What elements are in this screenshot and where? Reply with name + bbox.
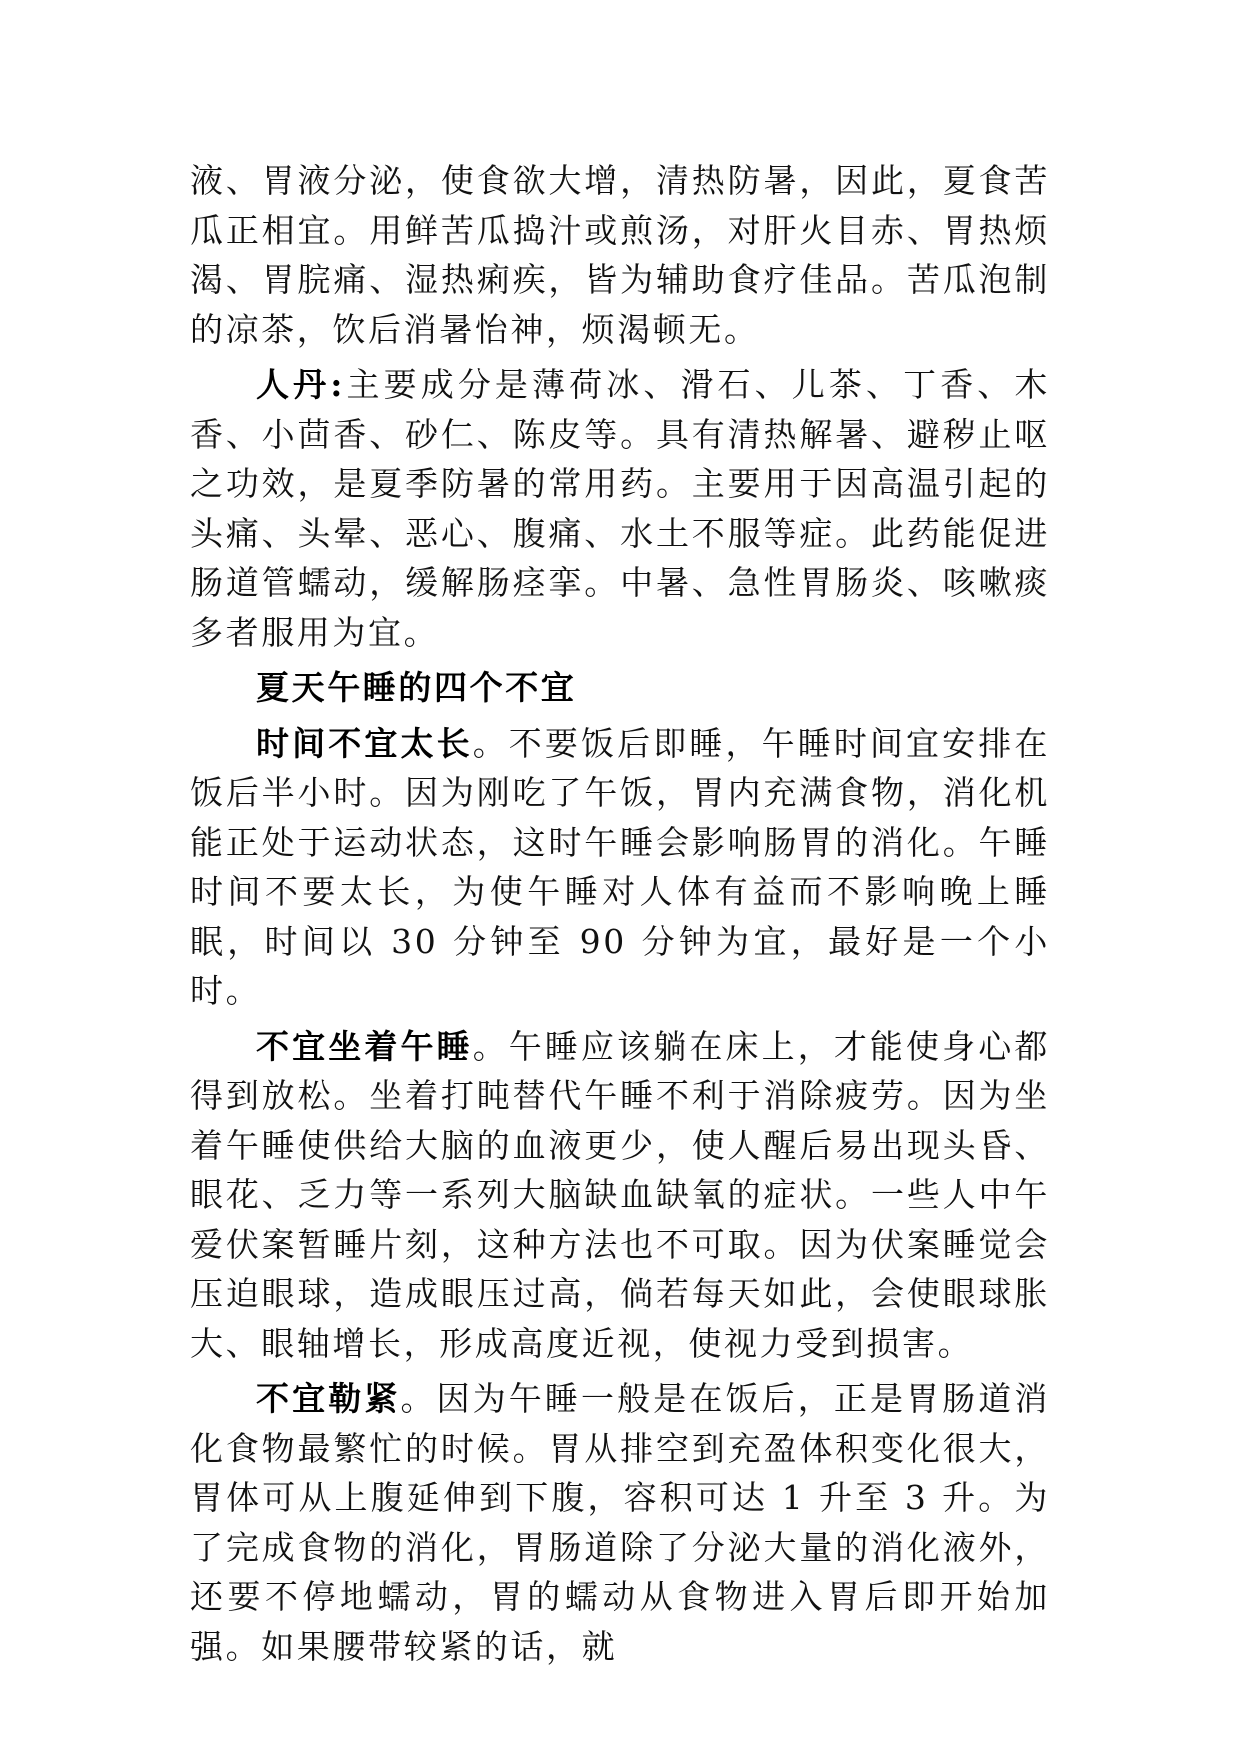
paragraph-rendan	[190, 360, 1050, 657]
paragraph-lead: 时间不宜太长	[256, 723, 473, 763]
paragraph-text: 。午睡应该躺在床上，才能使身心都得到放松。坐着打盹替代午睡不利于消除疲劳。因为坐着午睡使供给大脑的血液更少，使人醒后易出现头昏、眼花、乏力等一系列大脑缺血缺氧的症状。一些人中午爱伏案暂睡片刻，这种方法也不可取。因为伏案睡觉会压迫眼球，造成眼压过高，倘若每天如此，会使眼球胀大、眼轴增长，形成高度近视，使视力受到损害。	[190, 1026, 1050, 1363]
paragraph-text: 液、胃液分泌，使食欲大增，清热防暑，因此，夏食苦瓜正相宜。用鲜苦瓜捣汁或煎汤，对肝火目赤、胃热烦渴、胃脘痛、湿热痢疾，皆为辅助食疗佳品。苦瓜泡制的凉茶，饮后消暑怡神，烦渴顿无。	[190, 161, 1050, 349]
section-heading: 夏天午睡的四个不宜	[256, 668, 577, 707]
paragraph-text: 。因为午睡一般是在饭后，正是胃肠道消化食物最繁忙的时候。胃从排空到充盈体积变化很大，胃体可从上腹延伸到下腹，容积可达 1 升至 3 升。为了完成食物的消化，胃肠道除了分泌大量的消化液外，还要不停地蠕动，胃的蠕动从食物进入胃后即开始加强。如果腰带较紧的话，就	[190, 1379, 1050, 1666]
paragraph-nap-belt	[190, 1374, 1050, 1671]
paragraph-text: 主要成分是薄荷冰、滑石、儿茶、丁香、木香、小茴香、砂仁、陈皮等。具有清热解暑、避秽止呕之功效，是夏季防暑的常用药。主要用于因高温引起的头痛、头晕、恶心、腹痛、水土不服等症。此药能促进肠道管蠕动，缓解肠痉挛。中暑、急性胃肠炎、咳嗽痰多者服用为宜。	[190, 365, 1050, 652]
paragraph-lead: 不宜勒紧	[256, 1379, 401, 1418]
paragraph-lead: 不宜坐着午睡	[256, 1026, 473, 1066]
paragraph-nap-sitting	[190, 1022, 1050, 1369]
paragraph-text: 。不要饭后即睡，午睡时间宜安排在饭后半小时。因为刚吃了午饭，胃内充满食物，消化机能正处于运动状态，这时午睡会影响肠胃的消化。午睡时间不要太长，为使午睡对人体有益而不影响晚上睡眠，时间以 30 分钟至 90 分钟为宜，最好是一个小时。	[190, 723, 1050, 1010]
document-body	[190, 156, 1050, 1677]
paragraph-lead: 人丹:	[256, 365, 345, 404]
paragraph-nap-duration	[190, 719, 1050, 1016]
paragraph-bitter-melon	[190, 156, 1050, 354]
